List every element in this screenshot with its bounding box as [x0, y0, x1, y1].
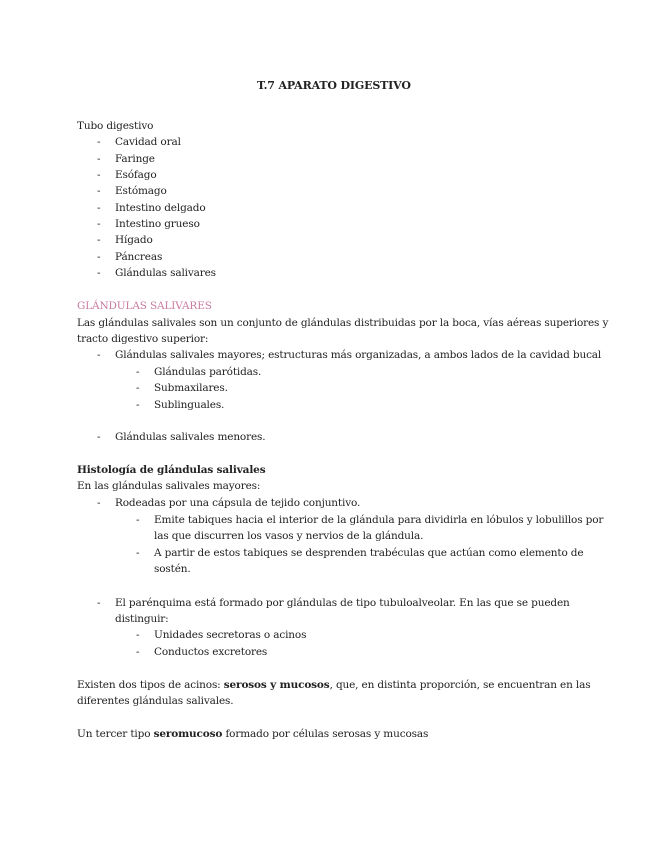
list-dash: -: [97, 251, 101, 263]
sublist-item: Glándulas parótidas.: [154, 366, 262, 378]
text-run: , que, en distinta proporción, se encuentran en las: [329, 679, 591, 691]
list-item: Glándulas salivales menores.: [115, 431, 266, 443]
text-run: Existen dos tipos de acinos:: [77, 679, 224, 691]
sublist-item: Unidades secretoras o acinos: [154, 629, 307, 641]
list-item: Páncreas: [115, 251, 163, 263]
sublist-item: A partir de estos tabiques se desprenden trabéculas que actúan como elemento de: [154, 547, 584, 559]
list-dash: -: [97, 431, 101, 443]
list-item: Intestino delgado: [115, 202, 206, 214]
list-item: Glándulas salivares: [115, 267, 216, 279]
sublist-item-cont: las que discurren los vasos y nervios de la glándula.: [154, 530, 424, 542]
sublist-item: Sublinguales.: [154, 399, 225, 411]
list-dash: -: [136, 382, 140, 394]
list-item: Estómago: [115, 185, 167, 197]
sublist-item: Conductos excretores: [154, 646, 268, 658]
sublist-item: Submaxilares.: [154, 382, 228, 394]
list-item: Cavidad oral: [115, 136, 181, 148]
list-item: El parénquima está formado por glándulas de tipo tubuloalveolar. En las que se pueden: [115, 597, 570, 609]
paragraph-line: [77, 727, 428, 741]
list-dash: -: [97, 136, 101, 148]
bold-term: seromucoso: [153, 728, 223, 740]
list-item: Glándulas salivales mayores; estructuras más organizadas, a ambos lados de la cavidad bucal: [115, 349, 602, 361]
tubo-heading: Tubo digestivo: [77, 120, 154, 132]
list-dash: -: [97, 202, 101, 214]
section-heading-histologia: Histología de glándulas salivales: [77, 464, 266, 476]
text-run: Un tercer tipo: [77, 728, 154, 740]
list-dash: -: [136, 366, 140, 378]
list-item: Rodeadas por una cápsula de tejido conjuntivo.: [115, 497, 361, 509]
paragraph-line: [77, 678, 590, 692]
list-dash: -: [97, 597, 101, 609]
paragraph-line: diferentes glándulas salivales.: [77, 695, 234, 707]
bold-term: serosos y mucosos: [223, 679, 330, 691]
list-dash: -: [97, 497, 101, 509]
paragraph-line: tracto digestivo superior:: [77, 333, 209, 345]
text-run: formado por células serosas y mucosas: [222, 728, 429, 740]
list-dash: -: [97, 267, 101, 279]
paragraph-line: Las glándulas salivales son un conjunto de glándulas distribuidas por la boca, vías aéreas superiores y: [77, 317, 609, 329]
sublist-item: Emite tabiques hacia el interior de la glándula para dividirla en lóbulos y lobulillos por: [154, 514, 604, 526]
list-dash: -: [97, 349, 101, 361]
list-dash: -: [97, 234, 101, 246]
list-dash: -: [97, 169, 101, 181]
page-title: T.7 APARATO DIGESTIVO: [257, 79, 411, 92]
sublist-item-cont: sostén.: [154, 563, 191, 575]
list-dash: -: [97, 218, 101, 230]
list-dash: -: [136, 399, 140, 411]
list-dash: -: [136, 514, 140, 526]
list-item: Faringe: [115, 153, 155, 165]
paragraph-line: En las glándulas salivales mayores:: [77, 480, 261, 492]
list-dash: -: [97, 185, 101, 197]
section-heading-salivares: GLÁNDULAS SALIVARES: [77, 300, 212, 312]
list-dash: -: [136, 646, 140, 658]
list-item: Intestino grueso: [115, 218, 200, 230]
list-dash: -: [97, 153, 101, 165]
list-item: Esófago: [115, 169, 157, 181]
list-item: Hígado: [115, 234, 153, 246]
list-dash: -: [136, 629, 140, 641]
list-item-cont: distinguir:: [115, 613, 169, 625]
list-dash: -: [136, 547, 140, 559]
